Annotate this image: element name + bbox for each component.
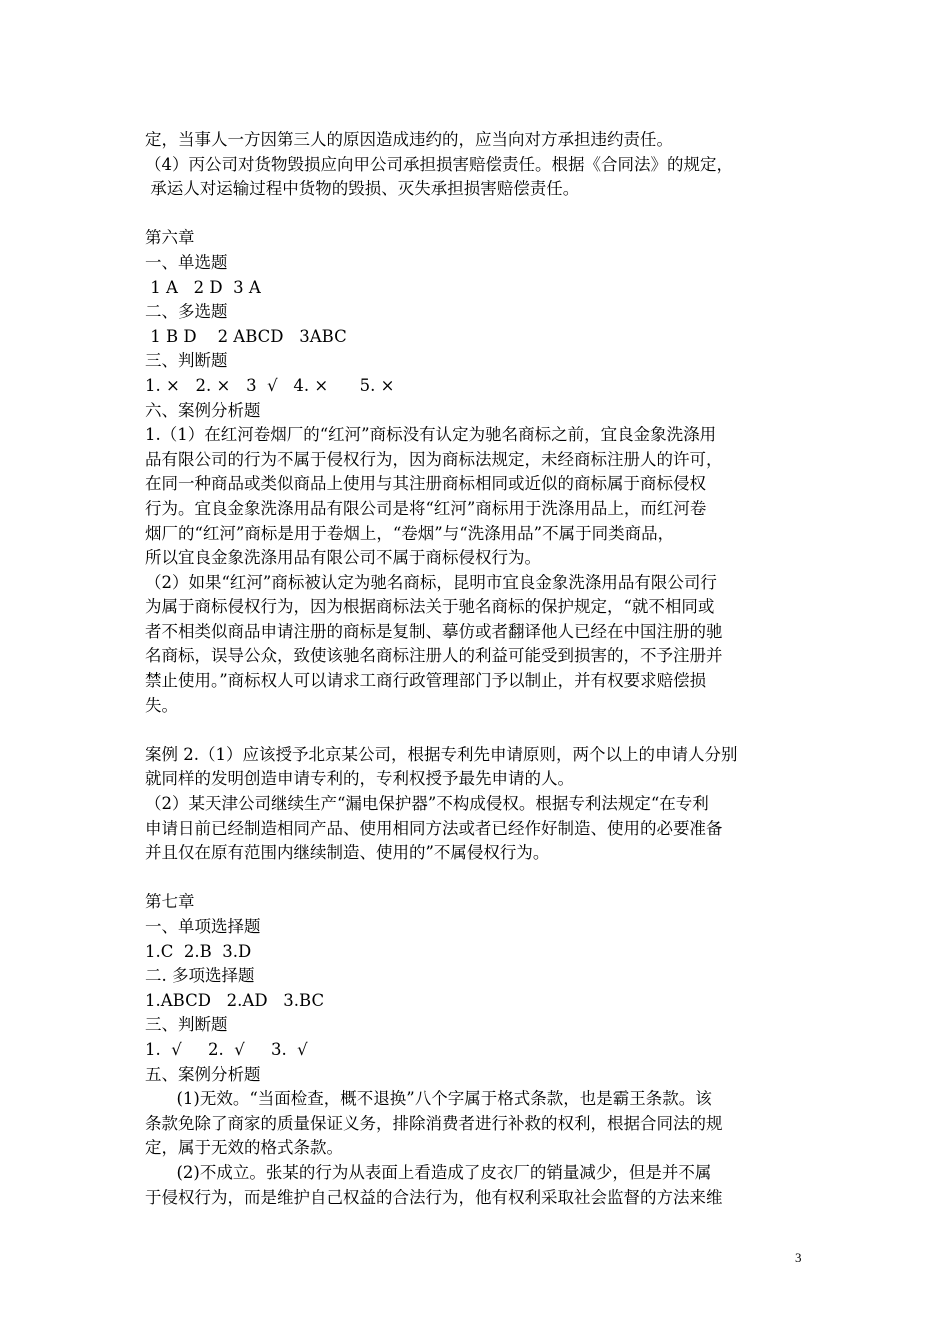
text-line: 失。 [145,695,178,715]
text-line: （2）如果“红河”商标被认定为驰名商标，昆明市宜良金象洗涤用品有限公司行 [145,572,717,592]
answer-line: 1 B D 2 ABCD 3ABC [145,326,347,346]
section-heading: 二. 多项选择题 [145,966,255,986]
text-line: 禁止使用。”商标权人可以请求工商行政管理部门予以制止，并有权要求赔偿损 [145,671,707,691]
text-line: 承运人对运输过程中货物的毁损、灭失承担损害赔偿责任。 [145,179,580,199]
document-body [145,128,809,1210]
text-line: (2)不成立。张某的行为从表面上看造成了皮衣厂的销量减少，但是并不属 [145,1162,712,1182]
text-line: 于侵权行为，而是维护自己权益的合法行为，他有权利采取社会监督的方法来维 [145,1187,723,1207]
blank-line [145,718,809,743]
page-number: 3 [795,1250,802,1265]
text-line: 1.（1）在红河卷烟厂的“红河”商标没有认定为驰名商标之前，宜良金象洗涤用 [145,425,717,445]
text-line: 定，当事人一方因第三人的原因造成违约的，应当向对方承担违约责任。 [145,130,673,149]
text-line: 为属于商标侵权行为，因为根据商标法关于驰名商标的保护规定，“就不相同或 [145,597,715,617]
section-heading: 二、多选题 [145,302,228,322]
text-line: 定，属于无效的格式条款。 [145,1138,343,1158]
answer-line: 1.C 2.B 3.D [145,941,252,961]
text-line: (1)无效。“当面检查，概不退换”八个字属于格式条款，也是霸王条款。该 [145,1089,712,1109]
text-line: 烟厂的“红河”商标是用于卷烟上，“卷烟”与“洗涤用品”不属于同类商品， [145,523,675,543]
text-line: 名商标，误导公众，致使该驰名商标注册人的利益可能受到损害的，不予注册并 [145,646,723,666]
answer-line: 1 A 2 D 3 A [145,277,261,297]
answer-line: 1.ABCD 2.AD 3.BC [145,990,325,1010]
chapter-heading: 第七章 [145,892,195,912]
text-line: 所以宜良金象洗涤用品有限公司不属于商标侵权行为。 [145,548,541,568]
answer-line: 1. × 2. × 3 √ 4. × 5. × [145,375,395,395]
blank-line [145,866,809,891]
text-line: 案例 2.（1）应该授予北京某公司，根据专利先申请原则，两个以上的申请人分别 [145,744,738,764]
text-line: 行为。宜良金象洗涤用品有限公司是将“红河”商标用于洗涤用品上，而红河卷 [145,498,707,518]
section-heading: 一、单选题 [145,252,228,272]
chapter-heading: 第六章 [145,228,195,248]
section-heading: 三、判断题 [145,1015,228,1035]
text-line: （4）丙公司对货物毁损应向甲公司承担损害赔偿责任。根据《合同法》的规定， [145,154,733,174]
text-line: 并且仅在原有范围内继续制造、使用的”不属侵权行为。 [145,843,550,863]
text-line: 条款免除了商家的质量保证义务，排除消费者进行补救的权利，根据合同法的规 [145,1113,723,1133]
text-line: 就同样的发明创造申请专利的，专利权授予最先申请的人。 [145,769,574,789]
blank-line [145,202,809,227]
section-heading: 三、判断题 [145,351,228,371]
section-heading: 一、单项选择题 [145,917,261,936]
text-line: 在同一种商品或类似商品上使用与其注册商标相同或近似的商标属于商标侵权 [145,474,706,494]
section-heading: 六、案例分析题 [145,400,261,420]
text-line: 品有限公司的行为不属于侵权行为，因为商标法规定，未经商标注册人的许可， [145,449,723,469]
text-line: 申请日前已经制造相同产品、使用相同方法或者已经作好制造、使用的必要准备 [145,818,723,838]
answer-line: 1. √ 2. √ 3. √ [145,1039,308,1059]
text-line: （2）某天津公司继续生产“漏电保护器”不构成侵权。根据专利法规定“在专利 [145,794,709,814]
section-heading: 五、案例分析题 [145,1064,261,1084]
text-line: 者不相类似商品申请注册的商标是复制、摹仿或者翻译他人已经在中国注册的驰 [145,621,723,641]
